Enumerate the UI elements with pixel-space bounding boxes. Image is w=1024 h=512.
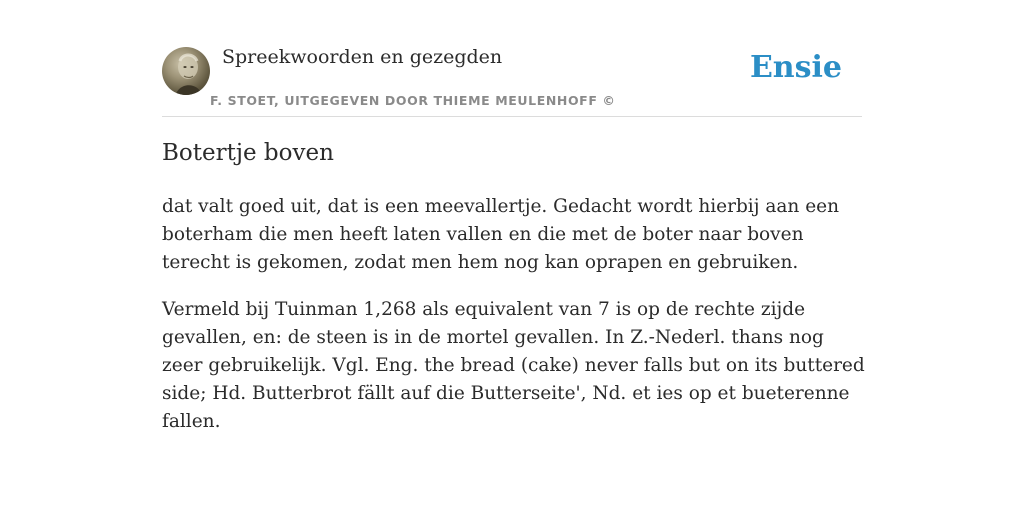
entry-paragraph: Vermeld bij Tuinman 1,268 als equivalent van 7 is op de rechte zijde gevallen, en: de steen is in de mortel gevallen. In Z.-Nederl. thans nog zeer gebruikelijk. Vgl. Eng. the bread (cake) never falls but on its buttered side; Hd. Butterbrot fällt auf die Butterseite', Nd. et ies op et bueterenne fallen. <box>162 299 865 432</box>
entry-body <box>162 193 867 455</box>
entry-paragraph: dat valt goed uit, dat is een meevallertje. Gedacht wordt hierbij aan een boterham die men heeft laten vallen en die met de boter naar boven terecht is gekomen, zodat men hem nog kan oprapen en gebruiken. <box>162 196 840 273</box>
entry-title: Botertje boven <box>162 140 334 166</box>
author-portrait-icon[interactable] <box>162 47 210 95</box>
source-credit: F. STOET, UITGEGEVEN DOOR THIEME MEULENHOFF © <box>210 93 616 108</box>
source-title[interactable]: Spreekwoorden en gezegden <box>222 46 503 68</box>
brand-logo[interactable]: Ensie <box>749 50 842 85</box>
header <box>162 44 862 117</box>
